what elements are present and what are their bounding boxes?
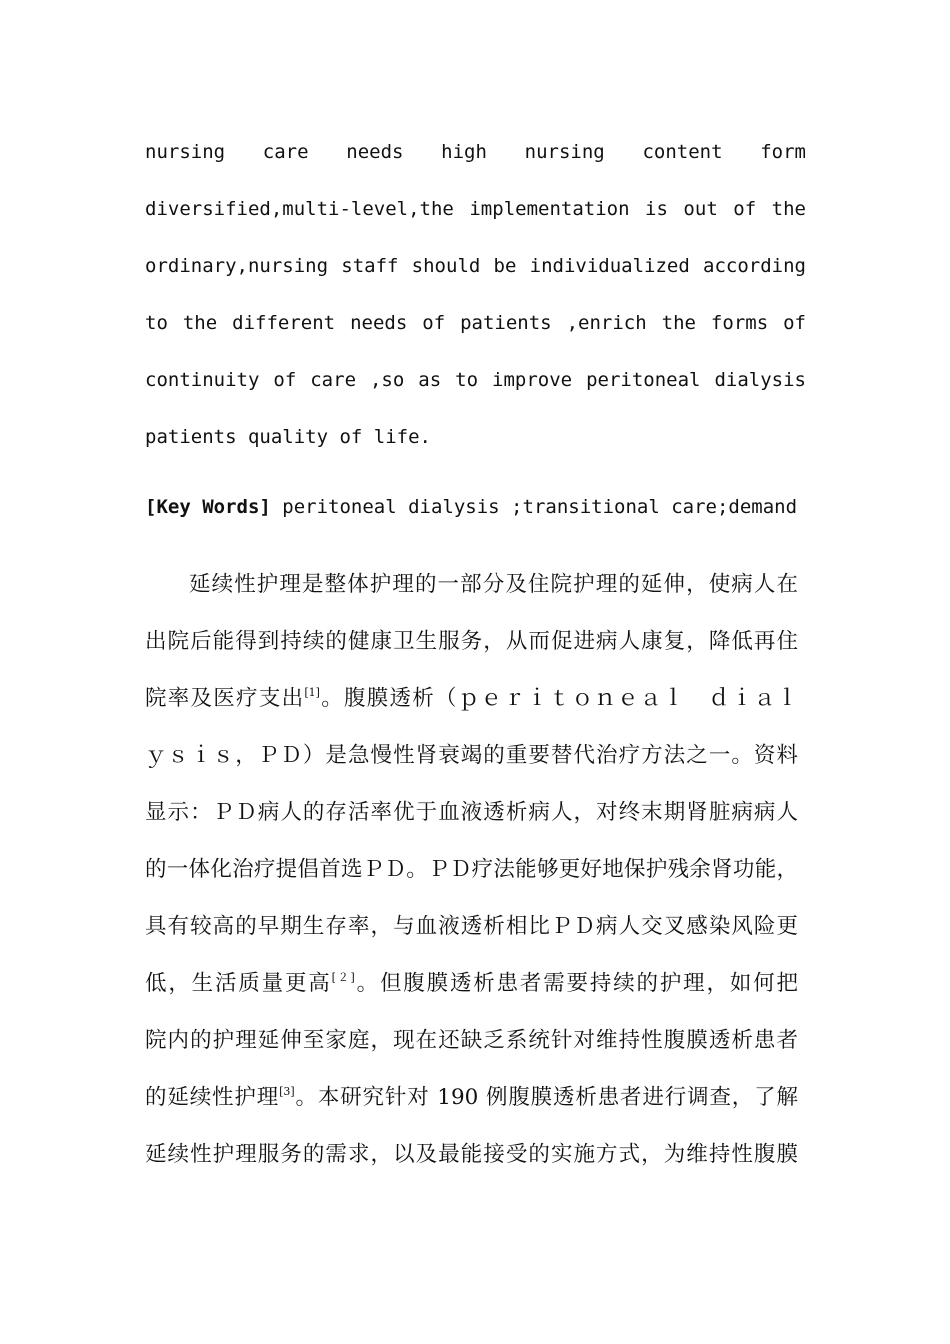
citation-2: [２] <box>331 971 355 984</box>
body-line-10-text-a: 的延续性护理 <box>145 1085 280 1110</box>
abstract-line-3: ordinary,nursing staff should be individualized according <box>145 255 806 277</box>
body-line-2: 出院后能得到持续的健康卫生服务，从而促进病人康复，降低再住 <box>145 629 798 654</box>
abstract-line-6: patients quality of life. <box>145 426 431 448</box>
body-line-1: 延续性护理是整体护理的一部分及住院护理的延伸，使病人在 <box>189 572 798 597</box>
body-line-10 <box>145 1084 798 1112</box>
abstract-line-4: to the different needs of patients ,enrich the forms of <box>145 312 806 334</box>
abstract-line-5: continuity of care ,so as to improve peritoneal dialysis <box>145 369 806 391</box>
body-line-7: 具有较高的早期生存率，与血液透析相比ＰＤ病人交叉感染风险更 <box>145 914 798 939</box>
body-line-10-text-b: 。本研究针对 190 例腹膜透析患者进行调查，了解 <box>294 1085 798 1110</box>
citation-1: [1] <box>304 686 320 699</box>
body-line-8 <box>145 970 798 998</box>
body-line-3 <box>145 685 798 713</box>
citation-3: [3] <box>279 1085 295 1098</box>
body-line-8-text-a: 低，生活质量更高 <box>145 971 332 996</box>
body-line-11: 延续性护理服务的需求，以及最能接受的实施方式，为维持性腹膜 <box>145 1142 798 1167</box>
keywords-line <box>145 495 806 519</box>
body-line-9: 院内的护理延伸至家庭，现在还缺乏系统针对维持性腹膜透析患者 <box>145 1028 798 1053</box>
body-line-4: ｙｓｉｓ，ＰＤ）是急慢性肾衰竭的重要替代治疗方法之一。资料 <box>145 743 798 768</box>
keywords-label: [Key Words] <box>145 496 271 518</box>
keywords-text: peritoneal dialysis ;transitional care;demand <box>270 496 798 518</box>
abstract-line-1: nursing care needs high nursing content form <box>145 141 806 163</box>
abstract-line-2: diversified,multi-level,the implementation is out of the <box>145 198 806 220</box>
body-line-3-text-a: 院率及医疗支出 <box>145 686 305 711</box>
body-line-6: 的一体化治疗提倡首选ＰＤ。ＰＤ疗法能够更好地保护残余肾功能， <box>145 857 798 882</box>
body-line-8-text-b: 。但腹膜透析患者需要持续的护理，如何把 <box>354 971 798 996</box>
body-line-3-text-b: 。腹膜透析（ｐｅｒｉｔｏｎｅａｌ ｄｉａｌ <box>319 686 798 711</box>
body-line-5: 显示：ＰＤ病人的存活率优于血液透析病人，对终末期肾脏病病人 <box>145 800 798 825</box>
